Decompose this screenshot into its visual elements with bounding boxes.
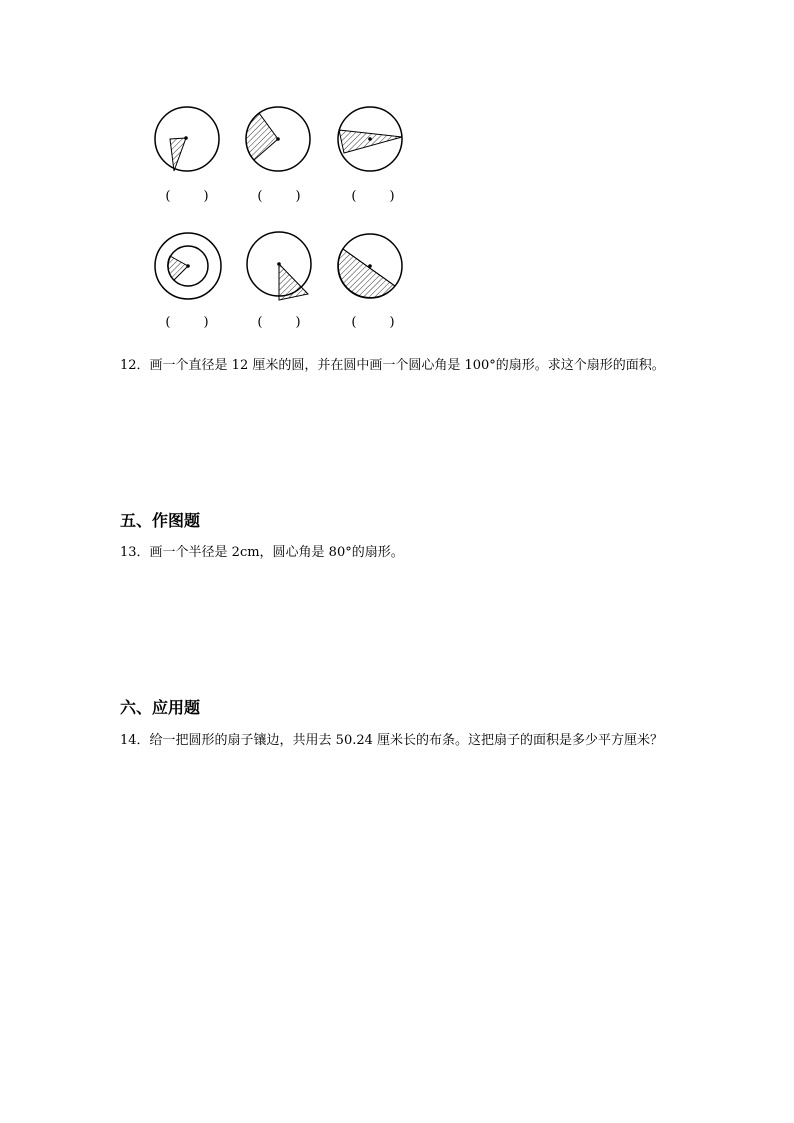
figure-c <box>334 103 408 177</box>
answer-blank-f[interactable]: ( ) <box>351 315 395 330</box>
answer-blank-b[interactable]: ( ) <box>257 189 301 204</box>
question-13: 13．画一个半径是 2cm，圆心角是 80°的扇形。 <box>120 545 404 560</box>
question-12: 12．画一个直径是 12 厘米的圆，并在圆中画一个圆心角是 100°的扇形。求这个扇形的面积。 <box>120 358 665 373</box>
answer-blank-a[interactable]: ( ) <box>165 189 209 204</box>
question-14: 14．给一把圆形的扇子镶边，共用去 50.24 厘米长的布条。这把扇子的面积是多少平方厘米？ <box>120 733 664 748</box>
answer-blank-e[interactable]: ( ) <box>257 315 301 330</box>
figure-d <box>151 230 225 304</box>
section-6-title: 六、应用题 <box>120 698 201 717</box>
figure-e <box>243 230 319 306</box>
figure-f <box>334 230 408 304</box>
figure-b <box>242 103 316 177</box>
section-5-title: 五、作图题 <box>120 511 201 530</box>
answer-blank-c[interactable]: ( ) <box>351 189 395 204</box>
figure-a <box>150 103 224 177</box>
answer-blank-d[interactable]: ( ) <box>165 315 209 330</box>
